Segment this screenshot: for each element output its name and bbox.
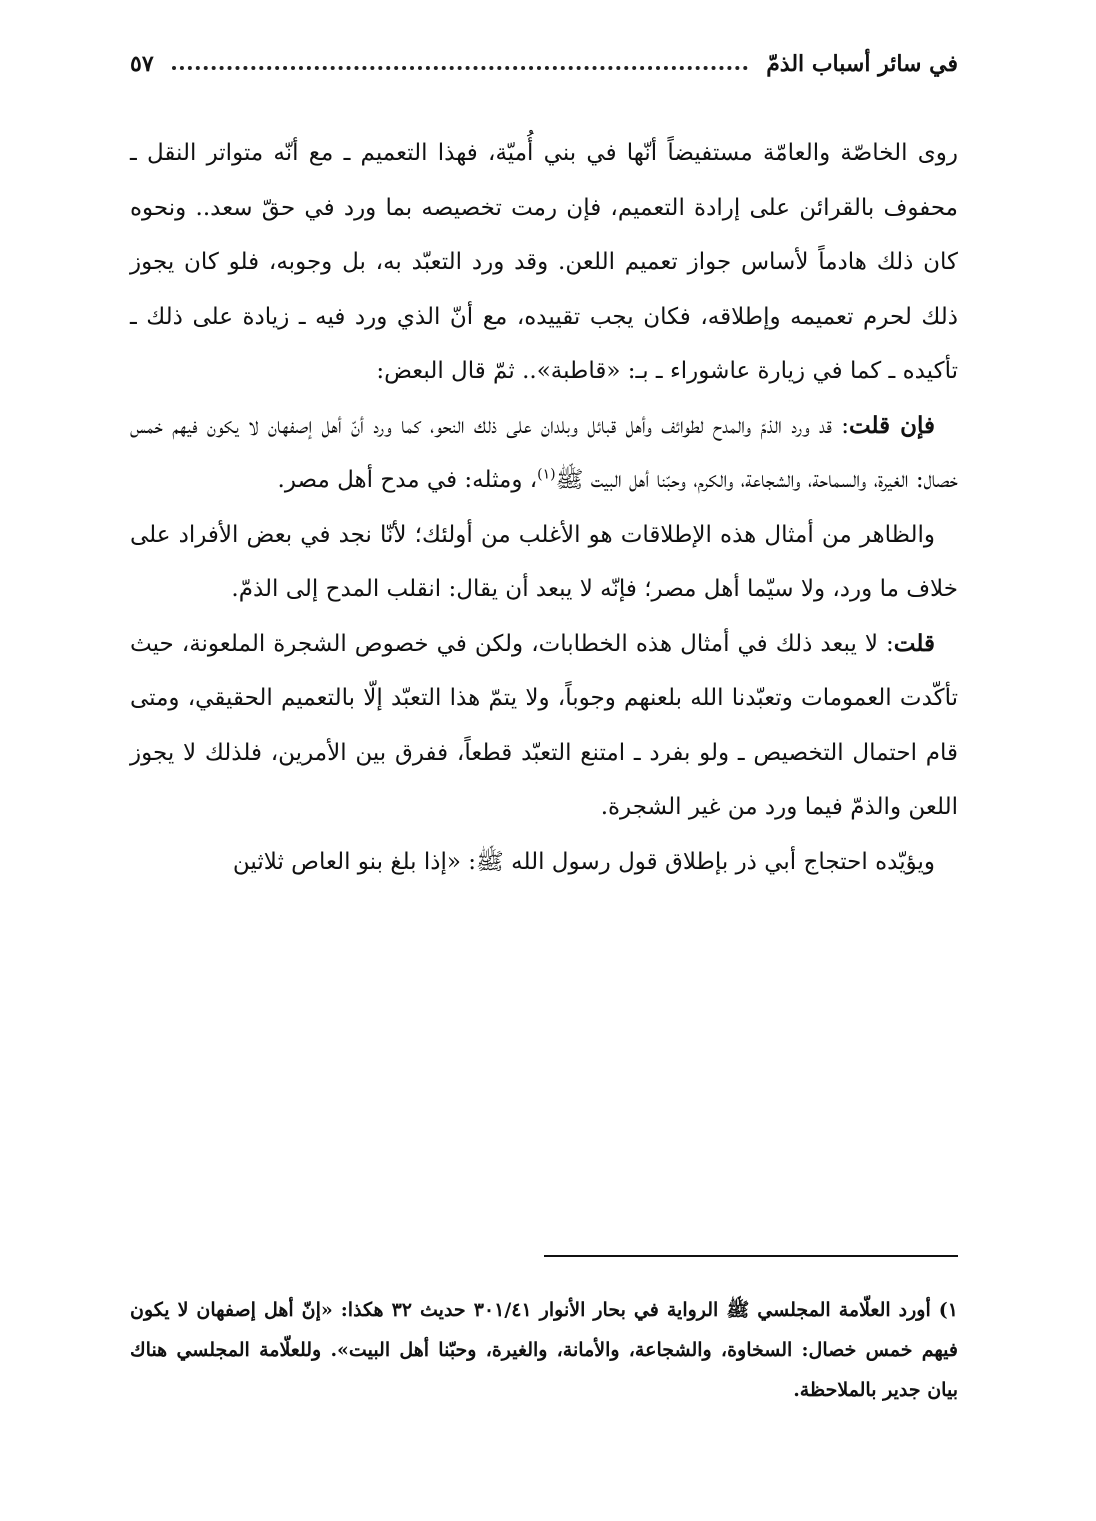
paragraph-3 [130,508,958,617]
book-page [130,0,958,1521]
footnote-number: ١) [938,1299,958,1321]
footnote-separator [544,1255,958,1257]
paragraph-2-text-a: : قد ورد الذمّ والمدح لطوائف وأهل قبائل وبلدان على ذلك النحو، كما ورد أنّ أهل إصفهان لا يكون فيهم خمس خصال: الغيرة، والسماحة، والشجاعة، والكرم، وحبّنا أهل البيت ﷺ [130,412,958,493]
paragraph-3-text: والظاهر من أمثال هذه الإطلاقات هو الأغلب من أولئك؛ لأنّا نجد في بعض الأفراد على خلاف ما ورد، ولا سيّما أهل مصر؛ فإنّه لا يبعد أن يقال: انقلب المدح إلى الذمّ. [130,521,958,602]
footnote-1 [130,1290,958,1410]
chapter-title: في سائر أسباب الذمّ [766,51,958,77]
footnote-reference: (١) [537,466,556,483]
reply-lead: قلت [893,629,935,657]
paragraph-5-text: ويؤيّده احتجاج أبي ذر بإطلاق قول رسول الله ﷺ: «إذا بلغ بنو العاص ثلاثين [232,848,935,875]
paragraph-4-text: : لا يبعد ذلك في أمثال هذه الخطابات، ولكن في خصوص الشجرة الملعونة، حيث تأكّدت العمومات وتعبّدنا الله بلعنهم وجوباً، ولا يتمّ هذا التعبّد إلّا بالتعميم الحقيقي، ومتى قام احتمال التخصيص ـ ولو بفرد ـ امتنع التعبّد قطعاً، ففرق بين الأمرين، فلذلك لا يجوز اللعن والذمّ فيما ورد من غير الشجرة. [130,630,958,820]
main-text [130,126,958,889]
paragraph-5 [130,835,958,890]
paragraph-2-text-b: ، ومثله: في مدح أهل مصر. [277,467,538,493]
running-header [130,44,958,84]
paragraph-1: روى الخاصّة والعامّة مستفيضاً أنّها في بني أُميّة، فهذا التعميم ـ مع أنّه متواتر النقل ـ محفوف بالقرائن على إرادة التعميم، فإن رمت تخصيصه بما ورد في حقّ سعد.. ونحوه كان ذلك هادماً لأساس جواز تعميم اللعن. وقد ورد التعبّد به، بل وجوبه، فلو كان يجوز ذلك لحرم تعميمه وإطلاقه، فكان يجب تقييده، مع أنّ الذي ورد فيه ـ زيادة على ذلك ـ تأكيده ـ كما في زيارة عاشوراء ـ بـ: «قاطبة».. ثمّ قال البعض: [130,140,958,384]
paragraph-2 [130,399,958,508]
paragraph-4 [130,617,958,835]
objection-lead: فإن قلت [848,411,936,439]
header-dot-leader [172,66,749,70]
footnotes [130,1290,958,1410]
footnote-text: أورد العلّامة المجلسي ﷺ الرواية في بحار الأنوار ٣٠١/٤١ حديث ٣٢ هكذا: «إنّ أهل إصفهان لا يكون فيهم خمس خصال: السخاوة، والشجاعة، والأمانة، والغيرة، وحبّنا أهل البيت». وللعلّامة المجلسي هناك بيان جدير بالملاحظة. [130,1299,958,1401]
page-number: ٥٧ [130,51,154,77]
